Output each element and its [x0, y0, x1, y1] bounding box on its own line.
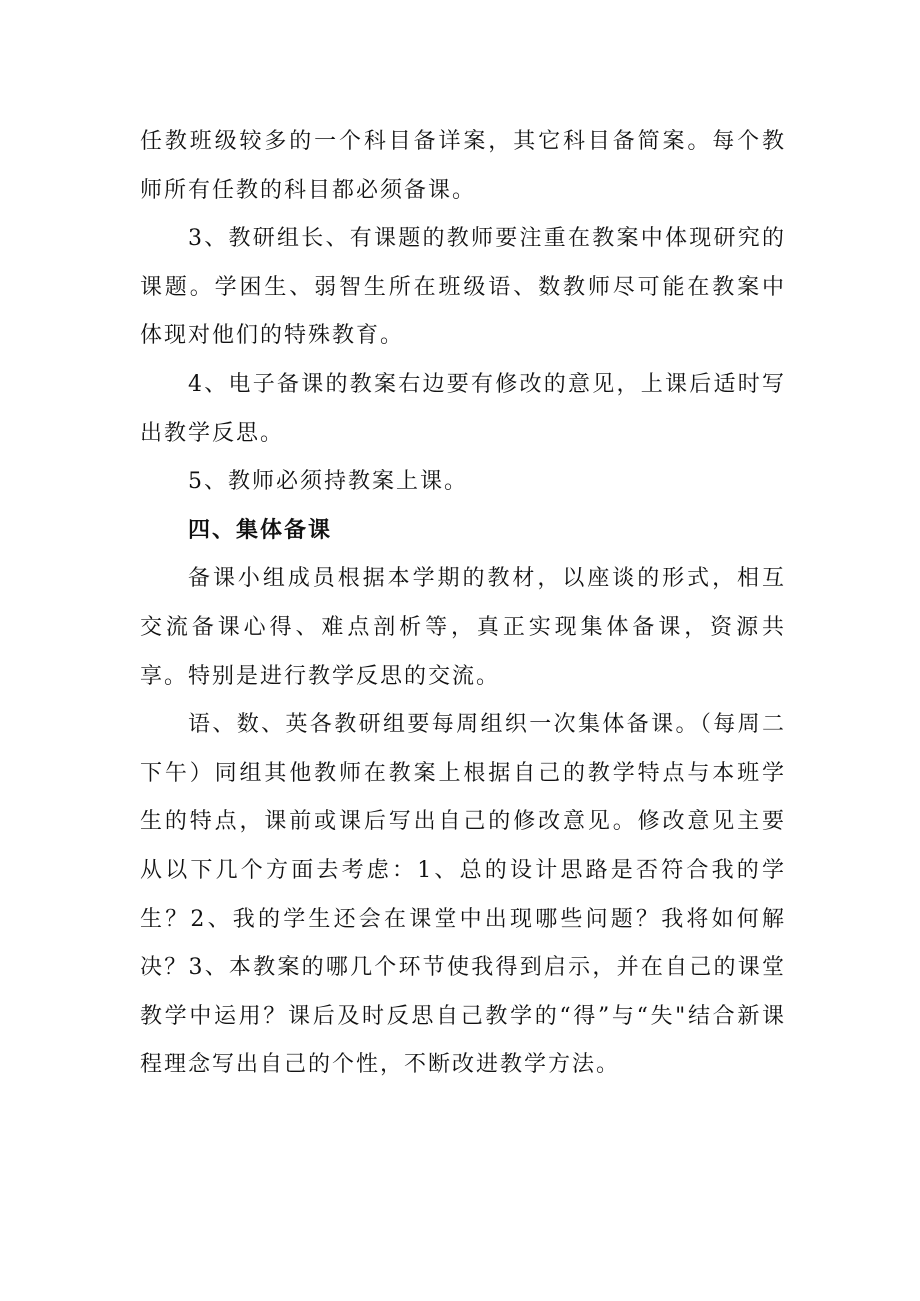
- paragraph-item-3: 3、教研组长、有课题的教师要注重在教案中体现研究的课题。学困生、弱智生所在班级语、数教师尽可能在教案中体现对他们的特殊教育。: [140, 226, 786, 349]
- section-paragraph-1: 备课小组成员根据本学期的教材，以座谈的形式，相互交流备课心得、难点剖析等，真正实现集体备课，资源共享。特别是进行教学反思的交流。: [140, 566, 786, 689]
- paragraph-continuation: 任教班级较多的一个科目备详案，其它科目备简案。每个教师所有任教的科目都必须备课。: [140, 129, 786, 203]
- paragraph-item-5: 5、教师必须持教案上课。: [188, 469, 468, 495]
- document-body: [140, 118, 786, 1090]
- paragraph-item-4: 4、电子备课的教案右边要有修改的意见，上课后适时写出教学反思。: [140, 371, 786, 446]
- section-paragraph-2: 语、数、英各教研组要每周组织一次集体备课。（每周二下午）同组其他教师在教案上根据自己的教学特点与本班学生的特点，课前或课后写出自己的修改意见。修改意见主要从以下几个方面去考虑：1、总的设计思路是否符合我的学生？2、我的学生还会在课堂中出现哪些问题？我将如何解决？3、本教案的哪几个环节使我得到启示，并在自己的课堂教学中运用？课后及时反思自己教学的“得”与“失"结合新课程理念写出自己的个性，不断改进教学方法。: [140, 712, 786, 1078]
- section-heading: 四、集体备课: [188, 517, 333, 543]
